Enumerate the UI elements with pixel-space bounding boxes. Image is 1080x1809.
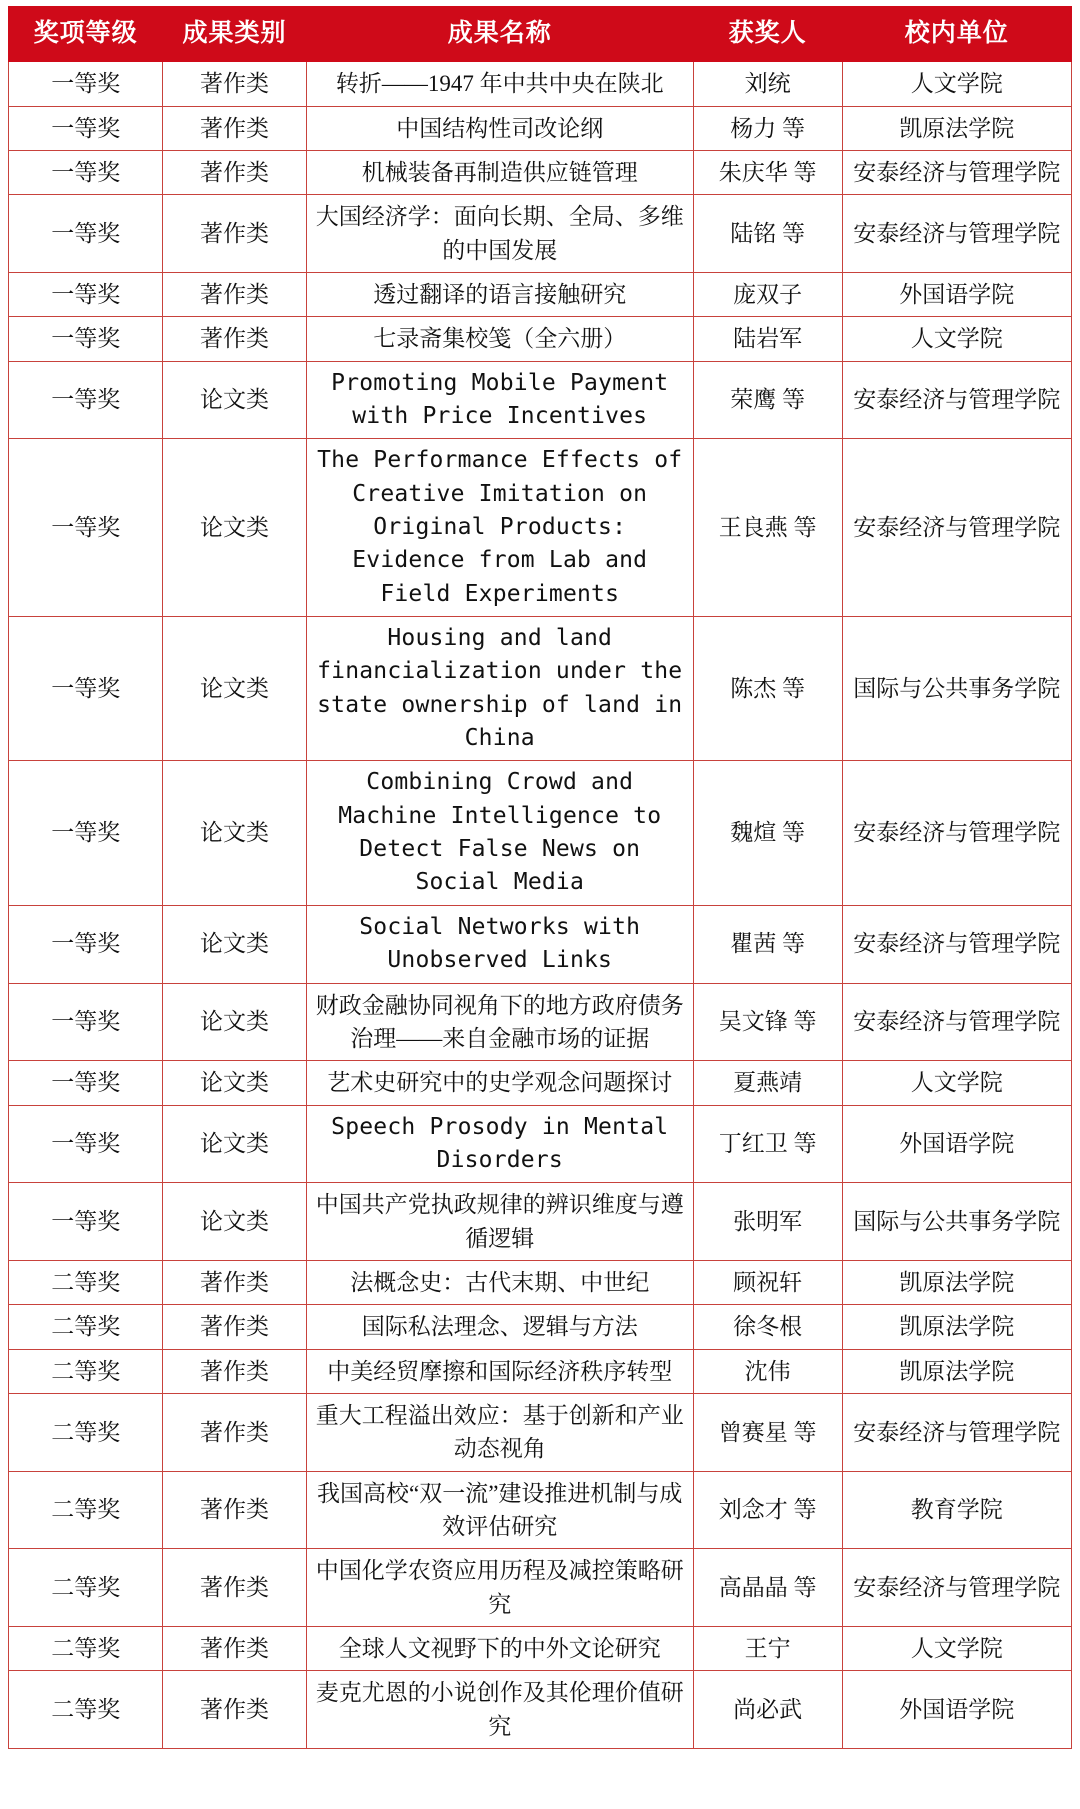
table-row: [9, 272, 1072, 316]
cell-winner: 张明军: [693, 1183, 842, 1261]
table-row: [9, 106, 1072, 150]
cell-award-level: 一等奖: [9, 905, 163, 983]
cell-result-title: 法概念史：古代末期、中世纪: [306, 1260, 693, 1304]
cell-award-level: 一等奖: [9, 439, 163, 617]
cell-winner: 杨力 等: [693, 106, 842, 150]
cell-winner: 庞双子: [693, 272, 842, 316]
column-header-type: 成果类别: [163, 7, 306, 62]
cell-result-type: 著作类: [163, 1471, 306, 1549]
cell-award-level: 二等奖: [9, 1305, 163, 1349]
table-row: [9, 150, 1072, 194]
column-header-winner: 获奖人: [693, 7, 842, 62]
cell-result-title: 我国高校“双一流”建设推进机制与成效评估研究: [306, 1471, 693, 1549]
cell-award-level: 一等奖: [9, 761, 163, 905]
cell-award-level: 一等奖: [9, 272, 163, 316]
table-row: [9, 1305, 1072, 1349]
table-row: [9, 62, 1072, 106]
cell-unit: 安泰经济与管理学院: [842, 439, 1071, 617]
table-row: [9, 195, 1072, 273]
cell-unit: 安泰经济与管理学院: [842, 195, 1071, 273]
cell-winner: 陆铭 等: [693, 195, 842, 273]
cell-unit: 人文学院: [842, 1061, 1071, 1105]
cell-result-type: 论文类: [163, 361, 306, 439]
cell-award-level: 一等奖: [9, 983, 163, 1061]
cell-unit: 外国语学院: [842, 272, 1071, 316]
award-results-table: [8, 6, 1072, 1749]
cell-result-title: 机械装备再制造供应链管理: [306, 150, 693, 194]
cell-winner: 荣鹰 等: [693, 361, 842, 439]
cell-result-title: 七录斋集校笺（全六册）: [306, 317, 693, 361]
cell-award-level: 一等奖: [9, 1183, 163, 1261]
cell-unit: 人文学院: [842, 1627, 1071, 1671]
table-row: [9, 1393, 1072, 1471]
table-row: [9, 317, 1072, 361]
cell-result-title: Housing and land financialization under the state ownership of land in China: [306, 617, 693, 761]
cell-result-type: 著作类: [163, 1549, 306, 1627]
cell-unit: 凯原法学院: [842, 1349, 1071, 1393]
column-header-unit: 校内单位: [842, 7, 1071, 62]
table-row: [9, 361, 1072, 439]
cell-winner: 丁红卫 等: [693, 1105, 842, 1183]
table-row: [9, 1549, 1072, 1627]
cell-result-type: 著作类: [163, 1260, 306, 1304]
cell-winner: 陈杰 等: [693, 617, 842, 761]
cell-result-title: 中美经贸摩擦和国际经济秩序转型: [306, 1349, 693, 1393]
table-row: [9, 1471, 1072, 1549]
cell-winner: 吴文锋 等: [693, 983, 842, 1061]
table-row: [9, 1349, 1072, 1393]
column-header-level: 奖项等级: [9, 7, 163, 62]
cell-unit: 安泰经济与管理学院: [842, 1393, 1071, 1471]
cell-winner: 高晶晶 等: [693, 1549, 842, 1627]
cell-result-type: 著作类: [163, 150, 306, 194]
cell-award-level: 一等奖: [9, 1061, 163, 1105]
cell-award-level: 二等奖: [9, 1671, 163, 1749]
cell-winner: 顾祝轩: [693, 1260, 842, 1304]
cell-winner: 刘念才 等: [693, 1471, 842, 1549]
cell-result-type: 论文类: [163, 1061, 306, 1105]
table-row: [9, 617, 1072, 761]
cell-award-level: 二等奖: [9, 1627, 163, 1671]
cell-winner: 王宁: [693, 1627, 842, 1671]
cell-result-title: 重大工程溢出效应：基于创新和产业动态视角: [306, 1393, 693, 1471]
cell-result-type: 论文类: [163, 439, 306, 617]
cell-result-type: 著作类: [163, 106, 306, 150]
cell-result-title: Combining Crowd and Machine Intelligence to Detect False News on Social Media: [306, 761, 693, 905]
cell-award-level: 二等奖: [9, 1471, 163, 1549]
cell-result-title: 全球人文视野下的中外文论研究: [306, 1627, 693, 1671]
cell-result-type: 著作类: [163, 1349, 306, 1393]
cell-winner: 瞿茜 等: [693, 905, 842, 983]
cell-result-type: 论文类: [163, 905, 306, 983]
cell-result-title: 中国结构性司改论纲: [306, 106, 693, 150]
table-row: [9, 1183, 1072, 1261]
cell-winner: 王良燕 等: [693, 439, 842, 617]
cell-unit: 安泰经济与管理学院: [842, 905, 1071, 983]
table-row: [9, 905, 1072, 983]
cell-award-level: 一等奖: [9, 195, 163, 273]
cell-result-title: The Performance Effects of Creative Imitation on Original Products: Evidence from Lab and Field Experiments: [306, 439, 693, 617]
cell-unit: 凯原法学院: [842, 106, 1071, 150]
cell-result-type: 著作类: [163, 1393, 306, 1471]
cell-result-title: Promoting Mobile Payment with Price Incentives: [306, 361, 693, 439]
cell-result-type: 著作类: [163, 195, 306, 273]
table-row: [9, 761, 1072, 905]
cell-result-type: 著作类: [163, 272, 306, 316]
cell-result-type: 著作类: [163, 62, 306, 106]
cell-result-title: 转折——1947 年中共中央在陕北: [306, 62, 693, 106]
cell-unit: 凯原法学院: [842, 1305, 1071, 1349]
cell-result-type: 论文类: [163, 1183, 306, 1261]
table-row: [9, 1061, 1072, 1105]
cell-result-type: 著作类: [163, 317, 306, 361]
cell-result-title: 大国经济学：面向长期、全局、多维的中国发展: [306, 195, 693, 273]
cell-award-level: 二等奖: [9, 1549, 163, 1627]
cell-winner: 陆岩军: [693, 317, 842, 361]
cell-unit: 安泰经济与管理学院: [842, 1549, 1071, 1627]
cell-result-title: 麦克尤恩的小说创作及其伦理价值研究: [306, 1671, 693, 1749]
cell-result-type: 著作类: [163, 1627, 306, 1671]
cell-result-title: Social Networks with Unobserved Links: [306, 905, 693, 983]
cell-result-type: 论文类: [163, 983, 306, 1061]
cell-award-level: 一等奖: [9, 106, 163, 150]
cell-winner: 尚必武: [693, 1671, 842, 1749]
table-row: [9, 1105, 1072, 1183]
cell-award-level: 二等奖: [9, 1349, 163, 1393]
cell-winner: 曾赛星 等: [693, 1393, 842, 1471]
cell-award-level: 一等奖: [9, 617, 163, 761]
cell-award-level: 一等奖: [9, 62, 163, 106]
cell-unit: 人文学院: [842, 62, 1071, 106]
cell-result-title: 中国化学农资应用历程及减控策略研究: [306, 1549, 693, 1627]
column-header-title: 成果名称: [306, 7, 693, 62]
cell-unit: 安泰经济与管理学院: [842, 761, 1071, 905]
cell-result-title: 财政金融协同视角下的地方政府债务治理——来自金融市场的证据: [306, 983, 693, 1061]
cell-winner: 刘统: [693, 62, 842, 106]
table-body: [9, 62, 1072, 1749]
cell-result-type: 论文类: [163, 1105, 306, 1183]
cell-winner: 夏燕靖: [693, 1061, 842, 1105]
cell-result-title: Speech Prosody in Mental Disorders: [306, 1105, 693, 1183]
cell-winner: 魏煊 等: [693, 761, 842, 905]
cell-unit: 凯原法学院: [842, 1260, 1071, 1304]
cell-award-level: 一等奖: [9, 150, 163, 194]
table-header: [9, 7, 1072, 62]
cell-unit: 国际与公共事务学院: [842, 1183, 1071, 1261]
table-header-row: [9, 7, 1072, 62]
cell-result-title: 中国共产党执政规律的辨识维度与遵循逻辑: [306, 1183, 693, 1261]
cell-result-title: 艺术史研究中的史学观念问题探讨: [306, 1061, 693, 1105]
cell-award-level: 二等奖: [9, 1393, 163, 1471]
cell-award-level: 一等奖: [9, 1105, 163, 1183]
cell-winner: 沈伟: [693, 1349, 842, 1393]
cell-award-level: 一等奖: [9, 361, 163, 439]
cell-result-type: 论文类: [163, 761, 306, 905]
cell-unit: 安泰经济与管理学院: [842, 983, 1071, 1061]
cell-unit: 安泰经济与管理学院: [842, 150, 1071, 194]
cell-unit: 外国语学院: [842, 1105, 1071, 1183]
cell-winner: 朱庆华 等: [693, 150, 842, 194]
table-row: [9, 1260, 1072, 1304]
cell-result-type: 论文类: [163, 617, 306, 761]
cell-result-type: 著作类: [163, 1305, 306, 1349]
cell-winner: 徐冬根: [693, 1305, 842, 1349]
table-row: [9, 1627, 1072, 1671]
cell-award-level: 一等奖: [9, 317, 163, 361]
cell-award-level: 二等奖: [9, 1260, 163, 1304]
cell-unit: 人文学院: [842, 317, 1071, 361]
cell-unit: 教育学院: [842, 1471, 1071, 1549]
cell-result-title: 透过翻译的语言接触研究: [306, 272, 693, 316]
cell-unit: 外国语学院: [842, 1671, 1071, 1749]
cell-unit: 安泰经济与管理学院: [842, 361, 1071, 439]
cell-unit: 国际与公共事务学院: [842, 617, 1071, 761]
table-row: [9, 983, 1072, 1061]
table-row: [9, 439, 1072, 617]
table-row: [9, 1671, 1072, 1749]
cell-result-title: 国际私法理念、逻辑与方法: [306, 1305, 693, 1349]
cell-result-type: 著作类: [163, 1671, 306, 1749]
